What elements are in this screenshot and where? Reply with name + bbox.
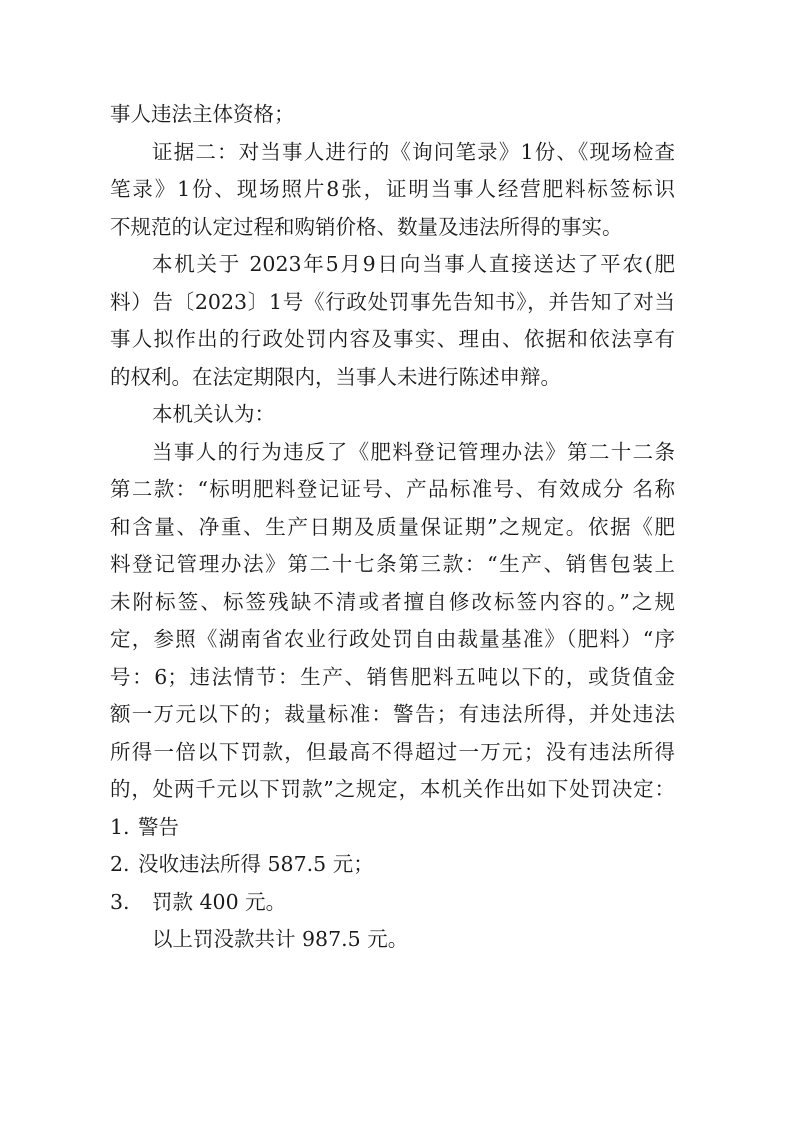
- text-line: 所得一倍以下罚款，但最高不得超过一万元；没有违法所得: [110, 739, 675, 764]
- text-line: 额一万元以下的；裁量标准：警告；有违法所得，并处违法: [110, 702, 675, 726]
- text-line: 料）告〔2023〕1号《行政处罚事先告知书》，并告知了对当: [110, 289, 675, 314]
- text-line: 定，参照《湖南省农业行政处罚自由裁量基准》（肥料）“序: [110, 627, 675, 651]
- list-text: 警告: [138, 814, 179, 839]
- paragraph-agency-opinion-heading: [110, 396, 675, 434]
- text-line: 事人违法主体资格；: [110, 102, 295, 126]
- text-line: 当事人的行为违反了《肥料登记管理办法》第二十二条: [152, 439, 675, 464]
- text-line: 第二款：“标明肥料登记证号、产品标准号、有效成分 名称: [110, 477, 675, 501]
- text-line: 事人拟作出的行政处罚内容及事实、理由、依据和依法享有: [110, 327, 675, 351]
- list-item: [110, 884, 675, 922]
- paragraph-total: [110, 921, 675, 959]
- text-line: 和含量、净重、生产日期及质量保证期”之规定。依据《肥: [110, 514, 675, 539]
- text-line: 笔录》1份、现场照片8张，证明当事人经营肥料标签标识: [110, 177, 675, 201]
- text-line: 证据二：对当事人进行的《询问笔录》1份、《现场检查: [152, 139, 675, 164]
- paragraph-subject-qualification: [110, 96, 675, 134]
- text-line: 未附标签、标签残缺不清或者擅自修改标签内容的。”之规: [110, 589, 675, 614]
- text-line: 以上罚没款共计 987.5 元。: [152, 927, 409, 951]
- penalty-decision-list: [110, 809, 675, 922]
- text-line: 的，处两千元以下罚款”之规定，本机关作出如下处罚决定：: [110, 777, 675, 801]
- text-line: 本机关认为：: [152, 402, 275, 426]
- list-text: 没收违法所得 587.5 元；: [138, 852, 374, 876]
- text-line: 不规范的认定过程和购销价格、数量及违法所得的事实。: [110, 214, 623, 239]
- paragraph-legal-basis: [110, 434, 675, 809]
- text-line: 本机关于 2023年5月9日向当事人直接送达了平农(肥: [152, 252, 675, 276]
- list-number: 2.: [110, 852, 130, 876]
- document-body: [110, 96, 675, 959]
- list-item: [110, 809, 675, 847]
- list-number: 1.: [110, 814, 130, 839]
- list-text: 罚款 400 元。: [152, 889, 287, 914]
- paragraph-notice-delivery: [110, 246, 675, 396]
- text-line: 号：6；违法情节：生产、销售肥料五吨以下的，或货值金: [110, 664, 675, 689]
- text-line: 料登记管理办法》第二十七条第三款：“生产、销售包装上: [110, 552, 675, 576]
- paragraph-evidence-two: [110, 134, 675, 247]
- text-line: 的权利。在法定期限内，当事人未进行陈述申辩。: [110, 364, 561, 389]
- list-number: 3.: [110, 889, 130, 914]
- list-item: [110, 846, 675, 884]
